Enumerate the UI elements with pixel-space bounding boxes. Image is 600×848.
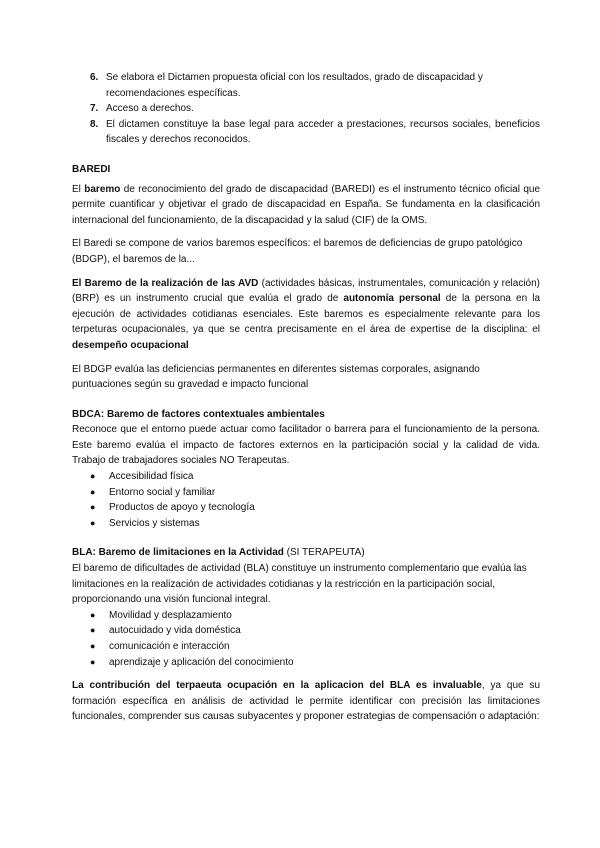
bullet-icon: ●: [90, 471, 96, 482]
list-item: ● autocuidado y vida doméstica: [72, 623, 540, 639]
bla-paragraph-2: La contribución del terpaeuta ocupación en la aplicacion del BLA es invaluable, ya que su formación específica en análisis de actividad le permite identificar con precisión las limitaciones funcionales, comprender sus causas subyacentes y proponer estrategias de compensación o adaptación:: [72, 680, 541, 723]
baredi-paragraph-1: El baremo de reconocimiento del grado de discapacidad (BAREDI) es el instrumento técnico oficial que permite cuantificar y objetivar el grado de discapacidad en España. Se fundamenta en la clasificación internacional del funcionamiento, de la discapacidad y la salud (CIF) de la OMS.: [72, 183, 540, 226]
section-heading-baredi: BAREDI: [72, 163, 111, 175]
baredi-paragraph-4: El BDGP evalúa las deficiencias permanentes en diferentes sistemas corporales, asignando puntuaciones según su gravedad e impacto funcional: [72, 363, 480, 391]
list-item: ● aprendizaje y aplicación del conocimiento: [72, 655, 540, 671]
list-item: [72, 70, 540, 101]
numbered-list: [72, 70, 540, 148]
list-number: 7.: [90, 103, 99, 115]
baredi-paragraph-3: El Baremo de la realización de las AVD (actividades básicas, instrumentales, comunicación y relación) (BRP) es un instrumento crucial que evalúa el grado de autonomía personal de la persona en la ejecución de actividades cotidianas esenciales. Este baremos es especialmente relevante para los terpeturas ocupacionales, ya que se centra precisamente en el área de expertise de la disciplina: el desempeño ocupacional: [72, 277, 541, 351]
list-item: ● Entorno social y familiar: [72, 485, 540, 501]
list-item: ● Productos de apoyo y tecnología: [72, 500, 540, 516]
section-heading-bla: BLA: Baremo de limitaciones en la Actividad (SI TERAPEUTA): [72, 547, 365, 559]
list-item: [72, 101, 540, 117]
bullet-icon: ●: [90, 517, 96, 528]
bullet-icon: ●: [90, 502, 96, 513]
bullet-icon: ●: [90, 609, 96, 620]
list-item-text: Acceso a derechos.: [106, 103, 194, 115]
list-item-text: El dictamen constituye la base legal para acceder a prestaciones, recursos sociales, beneficios fiscales y derechos reconocidos.: [106, 118, 540, 146]
bullet-icon: ●: [90, 486, 96, 497]
list-item: [72, 117, 540, 148]
list-item: ● Servicios y sistemas: [72, 516, 540, 532]
bla-bullet-list: [72, 608, 540, 670]
list-number: 8.: [90, 118, 99, 130]
bdca-bullet-list: [72, 469, 540, 531]
section-heading-bdca: BDCA: Baremo de factores contextuales ambientales: [72, 408, 325, 420]
list-item: ● comunicación e interacción: [72, 639, 540, 655]
list-number: 6.: [90, 72, 99, 83]
bullet-icon: ●: [90, 641, 96, 651]
list-item: ● Movilidad y desplazamiento: [72, 608, 540, 624]
document-body: [72, 70, 540, 725]
bullet-icon: ●: [90, 656, 96, 667]
baredi-paragraph-2: El Baredi se compone de varios baremos específicos: el baremos de deficiencias de grupo patológico (BDGP), el baremos de la...: [72, 238, 523, 265]
bullet-icon: ●: [90, 625, 96, 636]
list-item-text: Se elabora el Dictamen propuesta oficial con los resultados, grado de discapacidad y recomendaciones específicas.: [106, 72, 483, 99]
list-item: ● Accesibilidad física: [72, 469, 540, 485]
bdca-paragraph: Reconoce que el entorno puede actuar como facilitador o barrera para el funcionamiento de la persona. Este baremo evalúa el impacto de factores externos en la participación social y la calidad de vida. Trabajo de trabajadores sociales NO Terapeutas.: [72, 424, 540, 467]
bla-paragraph-1: El baremo de dificultades de actividad (BLA) constituye un instrumento complementario que evalúa las limitaciones en la realización de actividades cotidianas y la restricción en la participación social, proporcionando una visión funcional integral.: [72, 563, 527, 606]
